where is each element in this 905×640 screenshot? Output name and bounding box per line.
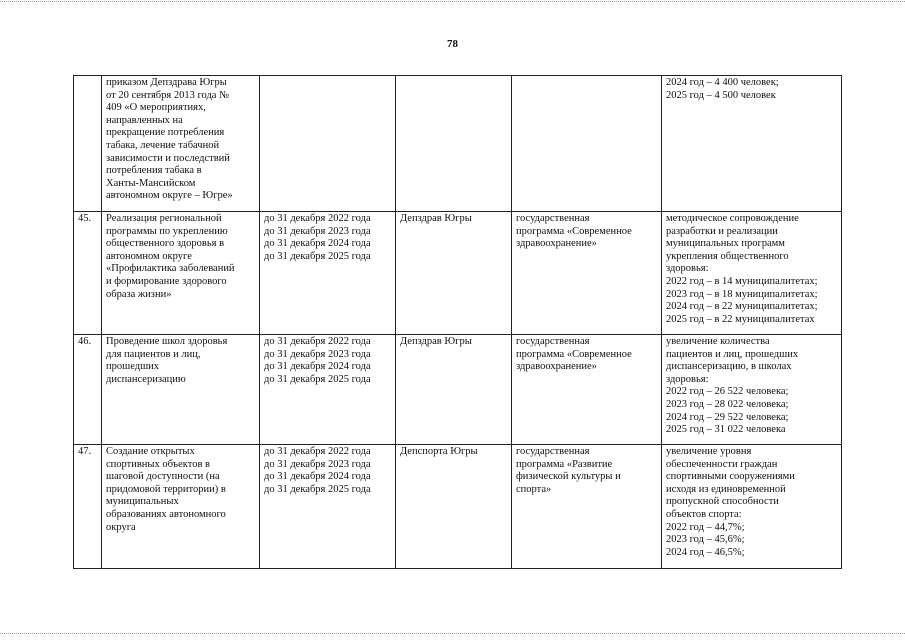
expected-result: 2024 год – 4 400 человек; 2025 год – 4 500 человек bbox=[662, 76, 842, 212]
row-number: 45. bbox=[74, 212, 102, 335]
measure-name: Реализация региональной программы по укреплению общественного здоровья в автономном округе «Профилактика заболеваний и формирование здорового образа жизни» bbox=[102, 212, 260, 335]
expected-result: методическое сопровождение разработки и реализации муниципальных программ укрепления общественного здоровья: 2022 год – в 14 муниципалитетах; 2023 год – в 18 муниципалитетах; 2024 год – в 22 муниципалитетах; 2025 год – в 22 муниципалитетах bbox=[662, 212, 842, 335]
program bbox=[512, 76, 662, 212]
measure-name: приказом Депздрава Югры от 20 сентября 2013 года № 409 «О мероприятиях, направленных на прекращение потребления табака, лечение табачной зависимости и последствий потребления табака в Ханты-Мансийском автономном округе – Югре» bbox=[102, 76, 260, 212]
program: государственная программа «Современное здравоохранение» bbox=[512, 212, 662, 335]
deadline bbox=[260, 76, 396, 212]
program: государственная программа «Современное здравоохранение» bbox=[512, 335, 662, 445]
scan-edge-bottom bbox=[0, 633, 905, 634]
deadline: до 31 декабря 2022 года до 31 декабря 2023 года до 31 декабря 2024 года до 31 декабря 2025 года bbox=[260, 335, 396, 445]
expected-result: увеличение количества пациентов и лиц, прошедших диспансеризацию, в школах здоровья: 2022 год – 26 522 человека; 2023 год – 28 022 человека; 2024 год – 29 522 человека; 2025 год – 31 022 человека bbox=[662, 335, 842, 445]
executor bbox=[396, 76, 512, 212]
table-row bbox=[74, 212, 842, 335]
row-number bbox=[74, 76, 102, 212]
executor: Депздрав Югры bbox=[396, 335, 512, 445]
measures-table bbox=[73, 75, 842, 569]
page-number: 78 bbox=[447, 38, 458, 50]
expected-result: увеличение уровня обеспеченности граждан спортивными сооружениями исходя из единовременной пропускной способности объектов спорта: 2022 год – 44,7%; 2023 год – 45,6%; 2024 год – 46,5%; bbox=[662, 445, 842, 569]
measure-name: Проведение школ здоровья для пациентов и лиц, прошедших диспансеризацию bbox=[102, 335, 260, 445]
measure-name: Создание открытых спортивных объектов в шаговой доступности (на придомовой территории) в муниципальных образованиях автономного округа bbox=[102, 445, 260, 569]
executor: Депздрав Югры bbox=[396, 212, 512, 335]
table-row bbox=[74, 335, 842, 445]
scan-edge-top bbox=[0, 1, 905, 2]
row-number: 47. bbox=[74, 445, 102, 569]
deadline: до 31 декабря 2022 года до 31 декабря 2023 года до 31 декабря 2024 года до 31 декабря 2025 года bbox=[260, 212, 396, 335]
row-number: 46. bbox=[74, 335, 102, 445]
executor: Депспорта Югры bbox=[396, 445, 512, 569]
program: государственная программа «Развитие физической культуры и спорта» bbox=[512, 445, 662, 569]
table-row bbox=[74, 445, 842, 569]
table-row bbox=[74, 76, 842, 212]
deadline: до 31 декабря 2022 года до 31 декабря 2023 года до 31 декабря 2024 года до 31 декабря 2025 года bbox=[260, 445, 396, 569]
